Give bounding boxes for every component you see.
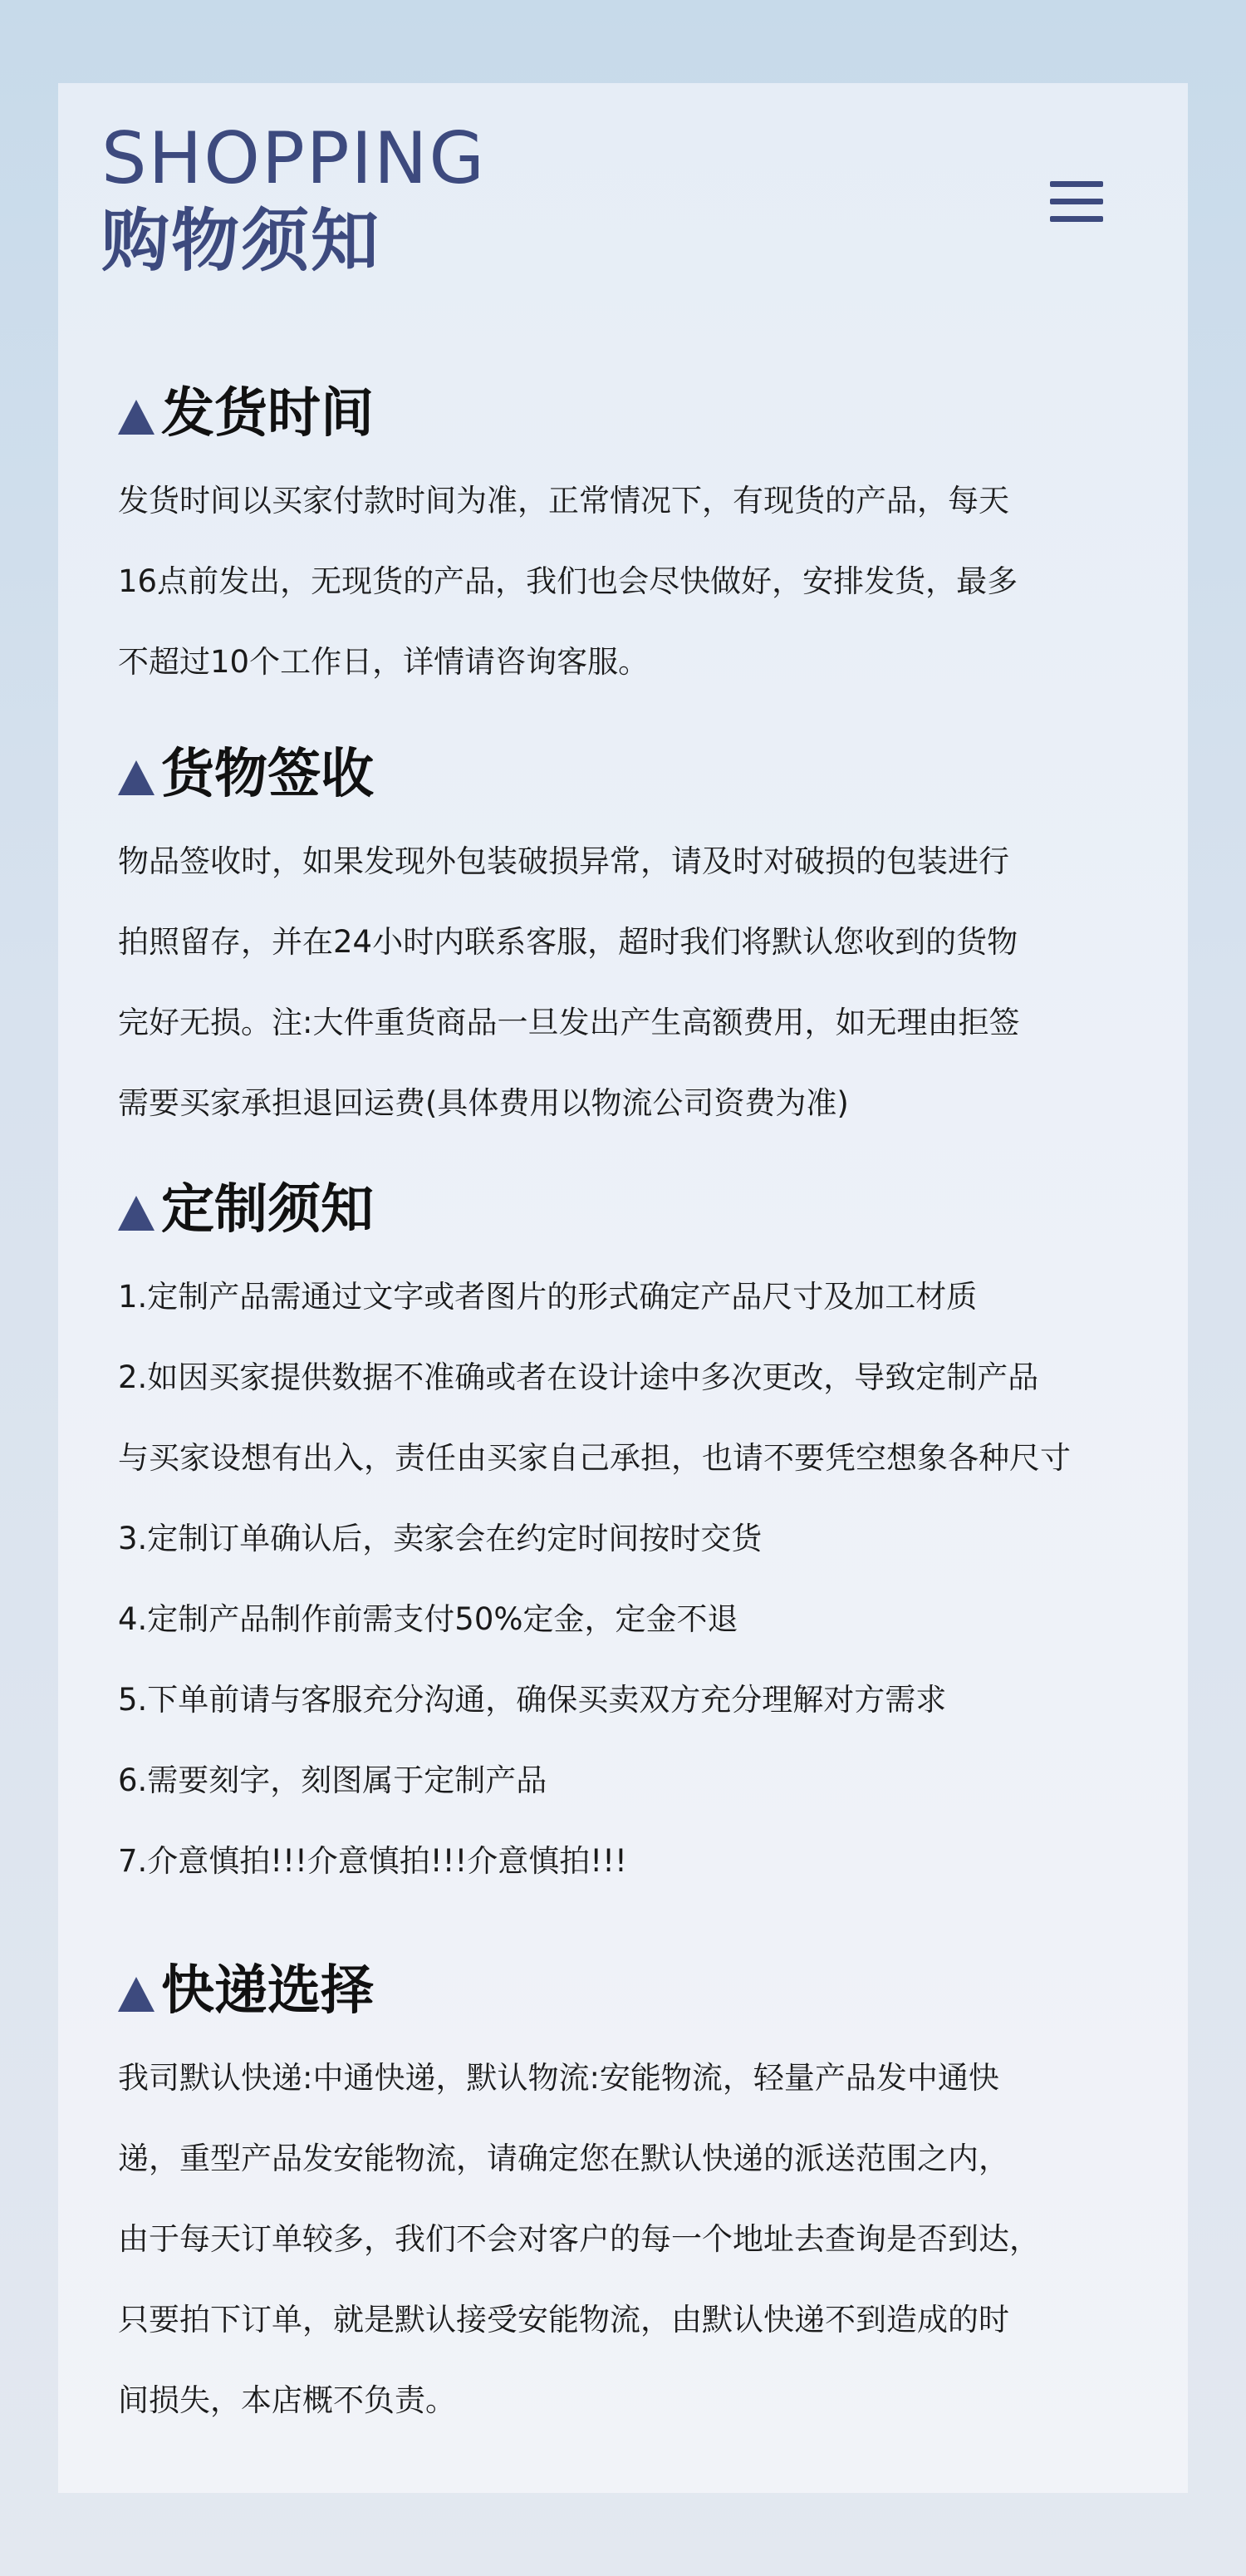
text-line: 1.定制产品需通过文字或者图片的形式确定产品尺寸及加工材质 <box>118 1279 978 1315</box>
section-body <box>118 1256 1173 1901</box>
text-line: 6.需要刻字，刻图属于定制产品 <box>118 1762 547 1798</box>
text-line: 4.定制产品制作前需支付50%定金，定金不退 <box>118 1601 738 1637</box>
section-body <box>118 821 1173 1143</box>
section-body <box>118 2038 1173 2441</box>
content-card <box>58 83 1188 2493</box>
text-line: 物品签收时，如果发现外包装破损异常，请及时对破损的包装进行 <box>118 843 1009 879</box>
hamburger-menu-icon[interactable] <box>1050 181 1103 223</box>
text-line: 我司默认快递:中通快递，默认物流:安能物流，轻量产品发中通快 <box>118 2060 999 2096</box>
text-line: 与买家设想有出入，责任由买家自己承担，也请不要凭空想象各种尺寸 <box>118 1440 1071 1476</box>
text-line: 3.定制订单确认后，卖家会在约定时间按时交货 <box>118 1521 763 1556</box>
text-line: 只要拍下订单，就是默认接受安能物流，由默认快递不到造成的时 <box>118 2302 1009 2338</box>
text-line: 间损失，本店概不负责。 <box>118 2382 456 2418</box>
menu-bar <box>1050 181 1103 187</box>
section-heading <box>118 381 1173 447</box>
triangle-up-icon <box>118 760 155 795</box>
section-customization <box>118 1177 1173 1901</box>
text-line: 完好无损。注:大件重货商品一旦发出产生高额费用，如无理由拒签 <box>118 1005 1020 1040</box>
page-title-en: SHOPPING <box>101 117 487 200</box>
section-heading <box>118 741 1173 808</box>
text-line: 不超过10个工作日，详情请咨询客服。 <box>118 644 650 680</box>
section-courier <box>118 1958 1173 2441</box>
text-line: 7.介意慎拍!!!介意慎拍!!!介意慎拍!!! <box>118 1843 627 1879</box>
section-title: 快递选择 <box>161 1960 374 2022</box>
menu-bar <box>1050 199 1103 204</box>
section-title: 发货时间 <box>161 383 374 445</box>
text-line: 递，重型产品发安能物流，请确定您在默认快递的派送范围之内， <box>118 2141 1009 2176</box>
section-shipping-time <box>118 381 1173 702</box>
menu-bar <box>1050 216 1103 222</box>
section-title: 定制须知 <box>161 1179 374 1241</box>
section-body <box>118 460 1173 702</box>
text-line: 需要买家承担退回运费(具体费用以物流公司资费为准) <box>118 1085 849 1121</box>
triangle-up-icon <box>118 400 155 435</box>
section-heading <box>118 1177 1173 1243</box>
triangle-up-icon <box>118 1977 155 2012</box>
text-line: 5.下单前请与客服充分沟通，确保买卖双方充分理解对方需求 <box>118 1682 947 1718</box>
page-title-cn: 购物须知 <box>101 202 381 281</box>
text-line: 2.如因买家提供数据不准确或者在设计途中多次更改，导致定制产品 <box>118 1359 1039 1395</box>
page-header <box>101 117 487 281</box>
section-title: 货物签收 <box>161 744 374 805</box>
section-receipt <box>118 741 1173 1143</box>
text-line: 拍照留存，并在24小时内联系客服，超时我们将默认您收到的货物 <box>118 924 1018 960</box>
section-heading <box>118 1958 1173 2024</box>
text-line: 发货时间以买家付款时间为准，正常情况下，有现货的产品，每天 <box>118 483 1009 519</box>
triangle-up-icon <box>118 1196 155 1231</box>
text-line: 16点前发出，无现货的产品，我们也会尽快做好，安排发货，最多 <box>118 563 1018 599</box>
text-line: 由于每天订单较多，我们不会对客户的每一个地址去查询是否到达， <box>118 2221 1040 2257</box>
